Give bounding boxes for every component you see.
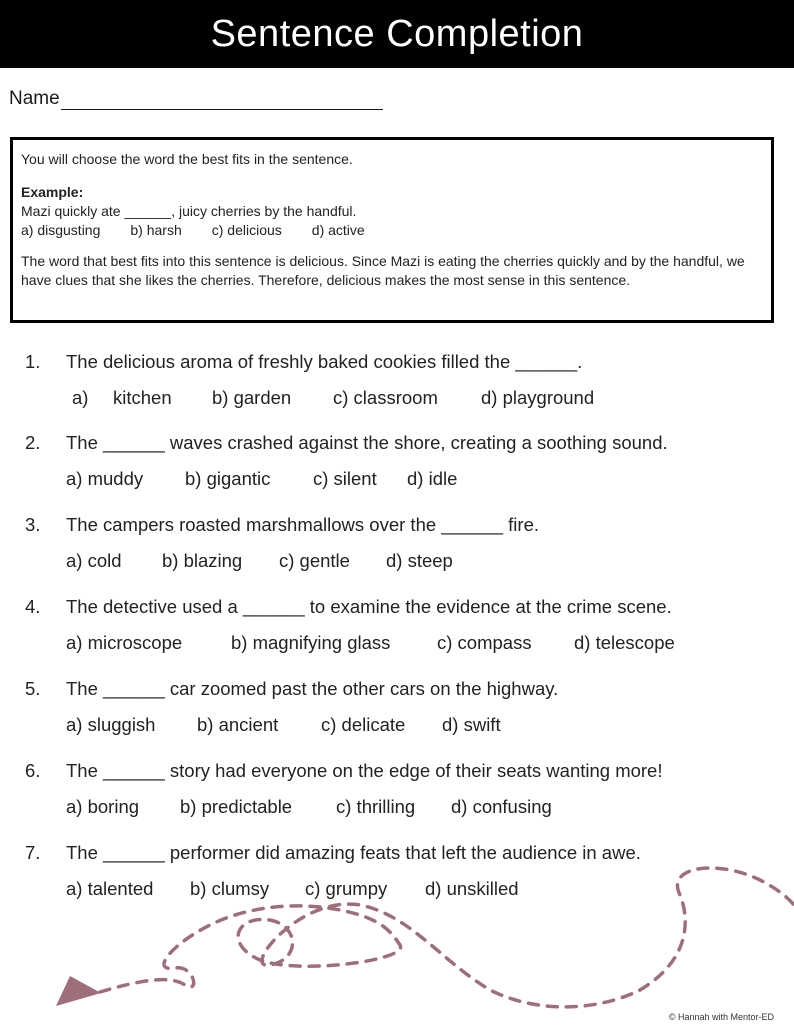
example-choice: c) delicious — [211, 222, 282, 238]
option[interactable]: kitchen — [113, 387, 172, 408]
example-choice: d) active — [311, 222, 365, 238]
dashed-swirl-path — [100, 868, 794, 1007]
option[interactable]: d) telescope — [574, 632, 675, 653]
option[interactable]: b) predictable — [180, 796, 293, 817]
question-number: 2. — [25, 432, 41, 453]
option[interactable]: d) swift — [442, 714, 501, 735]
page-title: Sentence Completion — [210, 12, 584, 55]
option[interactable]: d) steep — [386, 550, 453, 571]
option[interactable]: c) gentle — [279, 550, 350, 571]
option[interactable]: b) magnifying glass — [231, 632, 391, 653]
question-stem: The campers roasted marshmallows over the ______ fire. — [66, 514, 539, 535]
option[interactable]: c) silent — [313, 468, 377, 489]
question-stem: The detective used a ______ to examine the evidence at the crime scene. — [66, 596, 672, 617]
example-label: Example: — [21, 184, 84, 200]
option[interactable]: a) cold — [66, 550, 122, 571]
question-stem: The ______ car zoomed past the other cars on the highway. — [66, 678, 559, 699]
option[interactable]: a) talented — [66, 878, 154, 899]
question-number: 5. — [25, 678, 41, 699]
instructions-intro: You will choose the word the best fits in the sentence. — [21, 151, 353, 167]
question-stem: The ______ waves crashed against the shore, creating a soothing sound. — [66, 432, 668, 453]
option[interactable]: b) gigantic — [185, 468, 271, 489]
example-sentence: Mazi quickly ate ______, juicy cherries by the handful. — [21, 203, 357, 219]
option[interactable]: a) sluggish — [66, 714, 156, 735]
question-stem: The delicious aroma of freshly baked cookies filled the ______. — [66, 351, 583, 372]
example-explanation: The word that best fits into this sentence is delicious. Since Mazi is eating the cherries quickly and by the handful, we have clues that she likes the cherries. Therefore, delicious makes the most sense in this sentence. — [21, 253, 745, 288]
option[interactable]: a) microscope — [66, 632, 183, 653]
option[interactable]: c) delicate — [321, 714, 406, 735]
question-stem: The ______ performer did amazing feats that left the audience in awe. — [66, 842, 641, 863]
name-label: Name — [9, 88, 60, 109]
option[interactable]: a) boring — [66, 796, 140, 817]
option[interactable]: d) playground — [481, 387, 595, 408]
option[interactable]: a) muddy — [66, 468, 144, 489]
question-number: 4. — [25, 596, 41, 617]
option[interactable]: b) clumsy — [190, 878, 270, 899]
arrow-head-icon — [56, 976, 101, 1006]
question-number: 3. — [25, 514, 41, 535]
question-number: 7. — [25, 842, 41, 863]
option[interactable]: c) classroom — [333, 387, 438, 408]
copyright-footer: © Hannah with Mentor-ED — [668, 1012, 774, 1022]
option-label[interactable]: a) — [72, 387, 89, 408]
option[interactable]: b) ancient — [197, 714, 279, 735]
question-stem: The ______ story had everyone on the edge of their seats wanting more! — [66, 760, 663, 781]
example-choice: b) harsh — [130, 222, 182, 238]
option[interactable]: d) idle — [407, 468, 458, 489]
option[interactable]: c) thrilling — [336, 796, 416, 817]
option[interactable]: c) grumpy — [305, 878, 388, 899]
option[interactable]: c) compass — [437, 632, 532, 653]
option[interactable]: d) confusing — [451, 796, 552, 817]
option[interactable]: d) unskilled — [425, 878, 519, 899]
option[interactable]: b) garden — [212, 387, 292, 408]
example-choice: a) disgusting — [21, 222, 101, 238]
question-number: 1. — [25, 351, 41, 372]
option[interactable]: b) blazing — [162, 550, 243, 571]
question-number: 6. — [25, 760, 41, 781]
